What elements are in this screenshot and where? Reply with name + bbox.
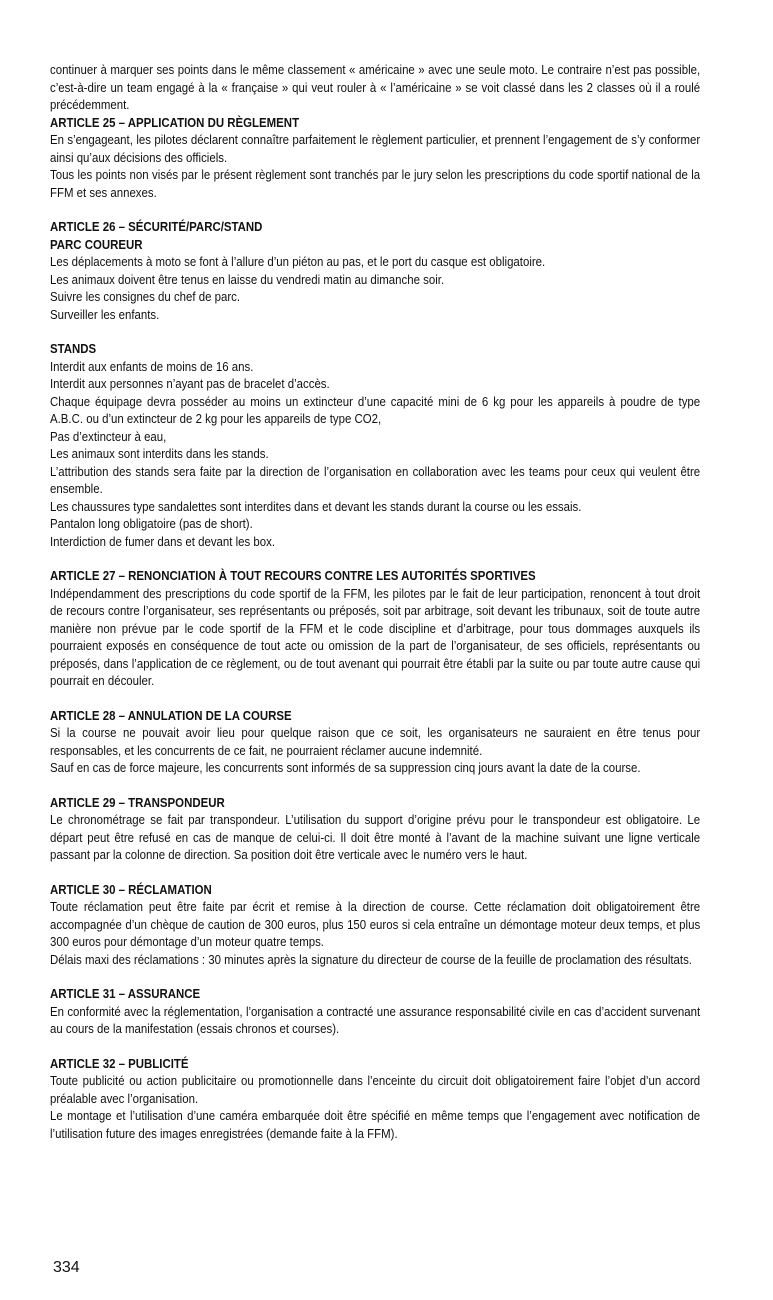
section-heading: ARTICLE 32 – PUBLICITÉ bbox=[50, 1055, 189, 1071]
section-paragraph: En conformité avec la réglementation, l’organisation a contracté une assurance responsabilité civile en cas d’accident survenant au cours de la manifestation (essais chronos et courses). bbox=[50, 1003, 701, 1036]
section-paragraph: Suivre les consignes du chef de parc. bbox=[50, 289, 241, 304]
article-section bbox=[50, 794, 700, 864]
section-paragraph: Interdit aux enfants de moins de 16 ans. bbox=[50, 358, 254, 374]
article-section bbox=[50, 985, 700, 1038]
section-heading: ARTICLE 25 – APPLICATION DU RÈGLEMENT bbox=[50, 114, 300, 130]
intro-section bbox=[50, 61, 700, 114]
section-heading: ARTICLE 29 – TRANSPONDEUR bbox=[50, 794, 225, 810]
article-section bbox=[50, 707, 700, 777]
section-paragraph: Toute publicité ou action publicitaire ou promotionnelle dans l’enceinte du circuit doit obligatoirement faire l’objet d’un accord préalable avec l’organisation. bbox=[50, 1073, 701, 1106]
article-section bbox=[50, 218, 700, 323]
section-paragraph: Surveiller les enfants. bbox=[50, 306, 160, 322]
section-heading: ARTICLE 31 – ASSURANCE bbox=[50, 986, 201, 1001]
intro-paragraph: continuer à marquer ses points dans le même classement « américaine » avec une seule moto. Le contraire n’est pas possible, c’est-à-dire un team engagé à la « française » qui veut rouler à « l’américaine » se voit classé dans les 2 classes où il a roulé précédemment. bbox=[50, 62, 701, 112]
section-paragraph: Les animaux sont interdits dans les stands. bbox=[50, 446, 269, 461]
section-paragraph: En s’engageant, les pilotes déclarent connaître parfaitement le règlement particulier, et prennent l’engagement de s’y conformer ainsi qu’aux décisions des officiels. bbox=[50, 132, 701, 165]
section-paragraph: Les déplacements à moto se font à l’allure d’un piéton au pas, et le port du casque est obligatoire. bbox=[50, 254, 546, 269]
section-paragraph: Sauf en cas de force majeure, les concurrents sont informés de sa suppression cinq jours avant la date de la course. bbox=[50, 760, 641, 775]
section-paragraph: Si la course ne pouvait avoir lieu pour quelque raison que ce soit, les organisateurs ne sauraient en être tenus pour responsables, et les concurrents de ce fait, ne pourraient réclamer aucune indemnité. bbox=[50, 725, 701, 758]
section-heading: ARTICLE 26 – SÉCURITÉ/PARC/STAND bbox=[50, 219, 263, 234]
article-sections bbox=[50, 114, 700, 1143]
section-paragraph: Le chronométrage se fait par transpondeur. L’utilisation du support d’origine prévu pour le transpondeur est obligatoire. Le départ peut être refusé en cas de manque de celui-ci. Il doit être monté à l’avant de la machine suivant une ligne verticale passant par la colonne de direction. Sa position doit être verticale avec le numéro vers le haut. bbox=[50, 812, 701, 862]
section-paragraph: Interdiction de fumer dans et devant les box. bbox=[50, 533, 276, 549]
section-paragraph: Pantalon long obligatoire (pas de short). bbox=[50, 516, 253, 531]
section-paragraph: Les chaussures type sandalettes sont interdites dans et devant les stands durant la course ou les essais. bbox=[50, 498, 582, 514]
section-heading: PARC COUREUR bbox=[50, 236, 143, 252]
article-section bbox=[50, 567, 700, 690]
section-paragraph: Les animaux doivent être tenus en laisse du vendredi matin au dimanche soir. bbox=[50, 271, 445, 287]
section-paragraph: Délais maxi des réclamations : 30 minutes après la signature du directeur de course de la feuille de proclamation des résultats. bbox=[50, 951, 692, 967]
section-paragraph: Tous les points non visés par le présent règlement sont tranchés par le jury selon les prescriptions du code sportif national de la FFM et ses annexes. bbox=[50, 167, 701, 200]
article-section bbox=[50, 114, 700, 202]
section-paragraph: Chaque équipage devra posséder au moins un extincteur d’une capacité mini de 6 kg pour les appareils à poudre de type A.B.C. ou d’un extincteur de 2 kg pour les appareils de type CO2, bbox=[50, 393, 701, 426]
section-heading: ARTICLE 30 – RÉCLAMATION bbox=[50, 881, 212, 897]
section-paragraph: L’attribution des stands sera faite par la direction de l’organisation en collaboration avec les teams pour ceux qui veulent être ensemble. bbox=[50, 463, 701, 496]
section-paragraph: Interdit aux personnes n’ayant pas de bracelet d’accès. bbox=[50, 376, 330, 391]
section-heading: ARTICLE 28 – ANNULATION DE LA COURSE bbox=[50, 707, 292, 723]
article-section bbox=[50, 340, 700, 550]
document-body bbox=[50, 61, 700, 1142]
section-heading: ARTICLE 27 – RENONCIATION À TOUT RECOURS CONTRE LES AUTORITÉS SPORTIVES bbox=[50, 568, 536, 583]
section-paragraph: Toute réclamation peut être faite par écrit et remise à la direction de course. Cette réclamation doit obligatoirement être accompagnée d’un chèque de caution de 300 euros, plus 150 euros si cela entraîne un démontage moteur deux temps, et plus 300 euros pour démontage d’un moteur quatre temps. bbox=[50, 899, 701, 949]
section-paragraph: Le montage et l’utilisation d’une caméra embarquée doit être spécifié en même temps que l’engagement avec notification de l’utilisation future des images enregistrées (demande faite à la FFM). bbox=[50, 1108, 701, 1141]
article-section bbox=[50, 881, 700, 969]
article-section bbox=[50, 1055, 700, 1143]
section-paragraph: Indépendamment des prescriptions du code sportif de la FFM, les pilotes par le fait de leur participation, renoncent à tout droit de recours contre l’organisateur, ses représentants ou préposés, soit par arbitrage, soit devant les tribunaux, soit de toute autre manière non prévue par le code sportif de la FFM et le code discipline et d’arbitrage, pour tous dommages auxquels ils pourraient exposés en conséquence de tout acte ou omission de la part de l’organisateur, de ses officiels, représentants ou préposés, dans l’application de ce règlement, ou de tout avenant qui pourrait être établi par la suite ou par toute autre cause qui pourrait en découler. bbox=[50, 585, 701, 688]
section-paragraph: Pas d’extincteur à eau, bbox=[50, 428, 167, 444]
page-number: 334 bbox=[53, 1259, 80, 1276]
section-heading: STANDS bbox=[50, 341, 97, 356]
